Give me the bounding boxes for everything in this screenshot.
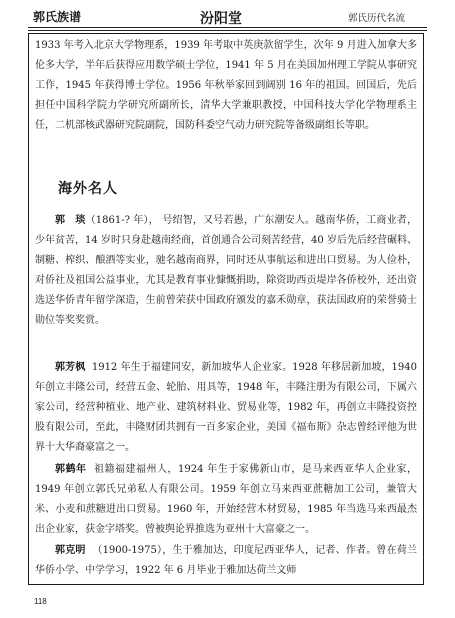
header-hall-name: 汾阳堂 [200,11,242,27]
entry-name: 郭鹤年 [55,464,87,475]
header-book-title: 郭氏族谱 [33,10,82,24]
entry-text: 祖籍福建福州人，1924 年生于家佛新山市，是马来西亚华人企业家，1949 年创立郭氏兄弟私人有限公司。1959 年创立马来西亚蔗糖加工公司，兼管大米、小麦和蔗糖进出口贸易。1960 年，开始经营木材贸易，1985 年当选马来西最杰出企业家，获金字塔奖。曾被舆论界推选为亚州十大富豪之一。 [35,464,417,535]
header-rule-thin [28,30,427,31]
section-title: 海外名人 [58,181,118,197]
page-number: 118 [34,597,47,606]
entry-text: 1912 年生于福建同安，新加坡华人企业家。1928 年移居新加坡，1940 年创立丰隆公司，经营五金、轮胎、用具等，1948 年，丰隆注册为有限公司，下属六家公司，经营种植业、地产业、建筑材料业、贸易业等，1982 年，再创立丰隆投资控股有限公司，至此，丰隆财团共拥有一百多家企业，美国《福布斯》杂志曾经评他为世界十大华裔豪富之一。 [35,362,417,453]
entry-name: 郭芳枫 [55,362,86,373]
entry-paragraph [35,460,417,540]
entry-name: 郭克明 [55,545,86,556]
entry-paragraph [35,541,417,581]
page-header [0,0,455,30]
header-rule-thick [28,27,427,28]
header-chapter-title: 郭氏历代名流 [348,13,406,24]
entry-name: 郭 琰 [55,215,86,226]
entry-paragraph [35,211,417,331]
entry-paragraph [35,358,417,458]
entry-text: （1900-1975），生于雅加达，印度尼西亚华人，记者、作者。曾在荷兰华侨小学、中学学习，1922 年 6 月毕业于雅加达荷兰文师 [35,545,418,576]
entry-text: （1861-? 年）， 号绍智，又号若愚，广东潮安人。越南华侨，工商业者，少年贫苦，14 岁时只身赴越南经商，首创通合公司刻苦经营，40 岁后先后经营碾料、制糖、榨织、酿酒等实业，驰名越南商界，同时还从事航运和进出口贸易。为人俭朴，对侨社及祖国公益事业，尤其是教育事业慷慨捐助，除资助西贡堤岸各侨校外，还出资选送华侨青年留学深造，生前曾荣获中国政府颁发的嘉禾勋章，获法国政府的荣誉骑士勋位等奖奖赏。 [35,215,418,326]
intro-paragraph: 1933 年考入北京大学物理系，1939 年考取中英庚款留学生，次年 9 月进入加拿大多伦多大学，半年后获得应用数学硕士学位，1941 年 5 月在美国加州理工学院从事研究工作，1945 年获得博士学位。1956 年秋举家回到阔别 16 年的祖国。回国后，先后担任中国科学院力学研究所副所长，清华大学兼职教授，中国科技大学化学物理系主任，二机部核武器研究院副院，国防科委空气动力研究院等备级副组长等职。 [35,40,417,131]
